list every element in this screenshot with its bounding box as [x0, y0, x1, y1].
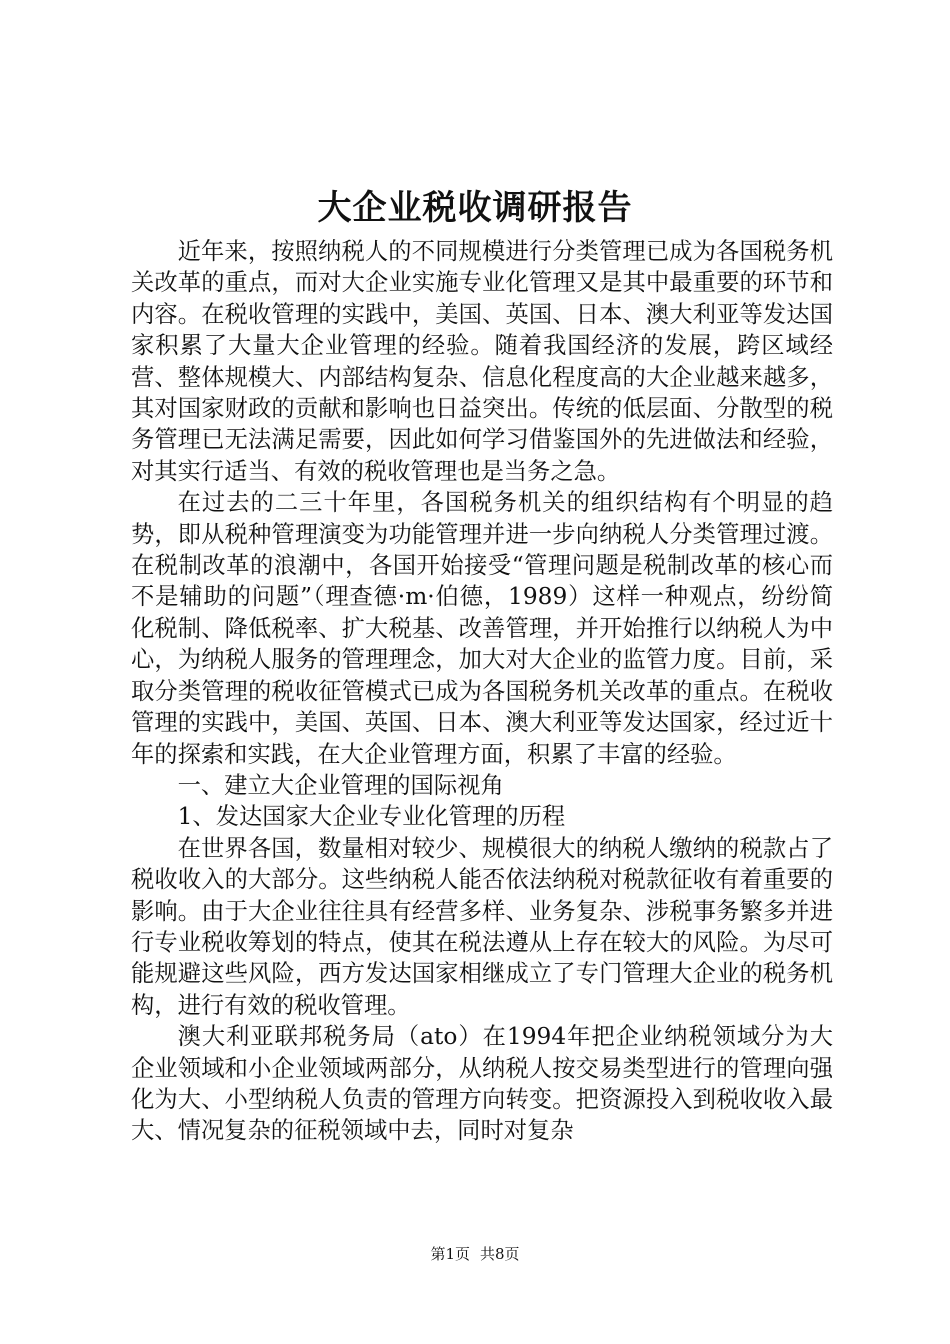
section-heading: 一、建立大企业管理的国际视角: [177, 771, 504, 799]
paragraph-australia: 澳大利亚联邦税务局（ato）在1994年把企业纳税领域分为大企业领域和小企业领域两部分，从纳税人按交易类型进行的管理向强化为大、小型纳税人负责的管理方向转变。把资源投入到税收收入最大、情况复杂的征税领域中去，同时对复杂: [131, 1023, 833, 1145]
paragraph-trend: 在过去的二三十年里，各国税务机关的组织结构有个明显的趋势，即从税种管理演变为功能管理并进一步向纳税人分类管理过渡。在税制改革的浪潮中，各国开始接受“管理问题是税制改革的核心而不是辅助的问题”（理查德·m·伯德，1989）这样一种观点，纷纷简化税制、降低税率、扩大税基、改善管理，并开始推行以纳税人为中心，为纳税人服务的管理理念，加大对大企业的监管力度。目前，采取分类管理的税收征管模式已成为各国税务机关改革的重点。在税收管理的实践中，美国、英国、日本、澳大利亚等发达国家，经过近十年的探索和实践，在大企业管理方面，积累了丰富的经验。: [131, 489, 833, 768]
paragraph-intro: 近年来，按照纳税人的不同规模进行分类管理已成为各国税务机关改革的重点，而对大企业实施专业化管理又是其中最重要的环节和内容。在税收管理的实践中，美国、英国、日本、澳大利亚等发达国家积累了大量大企业管理的经验。随着我国经济的发展，跨区域经营、整体规模大、内部结构复杂、信息化程度高的大企业越来越多，其对国家财政的贡献和影响也日益突出。传统的低层面、分散型的税务管理已无法满足需要，因此如何学习借鉴国外的先进做法和经验，对其实行适当、有效的税收管理也是当务之急。: [131, 238, 833, 485]
document-title: 大企业税收调研报告: [317, 188, 633, 228]
page-footer: [0, 1244, 950, 1264]
subsection-heading: 1、发达国家大企业专业化管理的历程: [177, 803, 566, 831]
page-total: 共8页: [480, 1245, 520, 1263]
paragraph-world: 在世界各国，数量相对较少、规模很大的纳税人缴纳的税款占了税收收入的大部分。这些纳税人能否依法纳税对税款征收有着重要的影响。由于大企业往往具有经营多样、业务复杂、涉税事务繁多并进行专业税收筹划的特点，使其在税法遵从上存在较大的风险。为尽可能规避这些风险，西方发达国家相继成立了专门管理大企业的税务机构，进行有效的税收管理。: [131, 834, 833, 1019]
document-body: [131, 236, 833, 1147]
page-number: 第1页: [430, 1245, 470, 1263]
